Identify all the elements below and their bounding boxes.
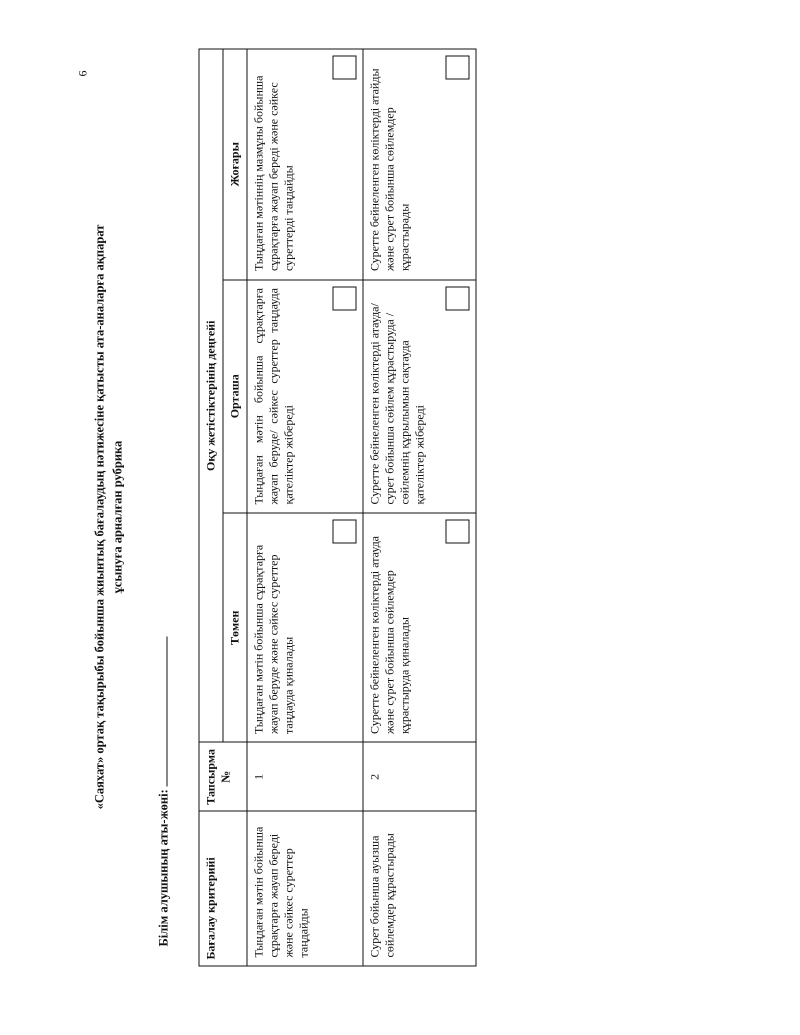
header-levels: Оқу жетістіктерінің деңгейі	[199, 49, 223, 743]
checkbox[interactable]	[446, 520, 470, 544]
header-mid: Орташа	[223, 280, 247, 513]
high-level-text: Тыңдаған мәтіннің мазмұны бойынша сұрақтарға жауап береді және сәйкес суреттерді таңдайды	[251, 75, 296, 272]
task-number-cell: 1	[247, 743, 363, 812]
header-high: Жоғары	[223, 49, 247, 280]
page-number: 6	[75, 70, 90, 77]
table-row	[363, 49, 476, 966]
checkbox[interactable]	[333, 286, 357, 310]
criterion-cell: Сурет бойынша ауызша сөйлемдер құрастырады	[363, 811, 476, 966]
low-level-text: Суретте бейнеленген көліктерді атауда және сурет бойынша сөйлемдер құрастыруда қиналады	[367, 535, 412, 734]
mid-level-cell	[247, 280, 363, 513]
checkbox[interactable]	[446, 286, 470, 310]
high-level-text: Суретте бейнеленген көліктерді атайды және сурет бойынша сөйлемдер құрастырады	[367, 68, 412, 272]
student-name-label: Білім алушының аты-жөні:	[156, 789, 171, 947]
rubric-table	[199, 49, 477, 967]
checkbox[interactable]	[446, 56, 470, 80]
checkbox[interactable]	[333, 56, 357, 80]
checkbox[interactable]	[333, 520, 357, 544]
student-name-field	[155, 636, 172, 946]
header-criteria: Бағалау критерийі	[199, 811, 247, 966]
student-name-line	[155, 636, 168, 786]
table-row	[247, 49, 363, 966]
task-number-cell: 2	[363, 743, 476, 812]
high-level-cell	[363, 49, 476, 280]
page-subtitle: ұсынуға арналған рубрика	[110, 440, 125, 594]
mid-level-text: Тыңдаған мәтін бойынша сұрақтарға жауап беруде/ сәйкес суреттер таңдауда қателіктер жібереді	[251, 288, 296, 505]
header-low: Төмен	[223, 513, 247, 742]
rotated-page	[1, 0, 800, 1035]
mid-level-text: Суретте бейнеленген көліктерді атауда/ сурет бойынша сөйлем құрастыруда / сөйлемнің құрылымын сақтауда қателіктер жібереді	[367, 303, 427, 505]
mid-level-cell	[363, 280, 476, 513]
page-title: «Саяхат» ортақ тақырыбы бойынша жиынтық бағалаудың нәтижесіне қатысты ата-аналарға ақпарат	[92, 224, 107, 810]
criterion-cell: Тыңдаған мәтін бойынша сұрақтарға жауап береді және сәйкес суреттер таңдайды	[247, 811, 363, 966]
low-level-cell	[247, 513, 363, 742]
high-level-cell	[247, 49, 363, 280]
low-level-text: Тыңдаған мәтін бойынша сұрақтарға жауап беруде және сәйкес суреттер таңдауда қиналады	[251, 544, 296, 734]
header-task-no: Тапсырма №	[199, 743, 247, 812]
low-level-cell	[363, 513, 476, 742]
